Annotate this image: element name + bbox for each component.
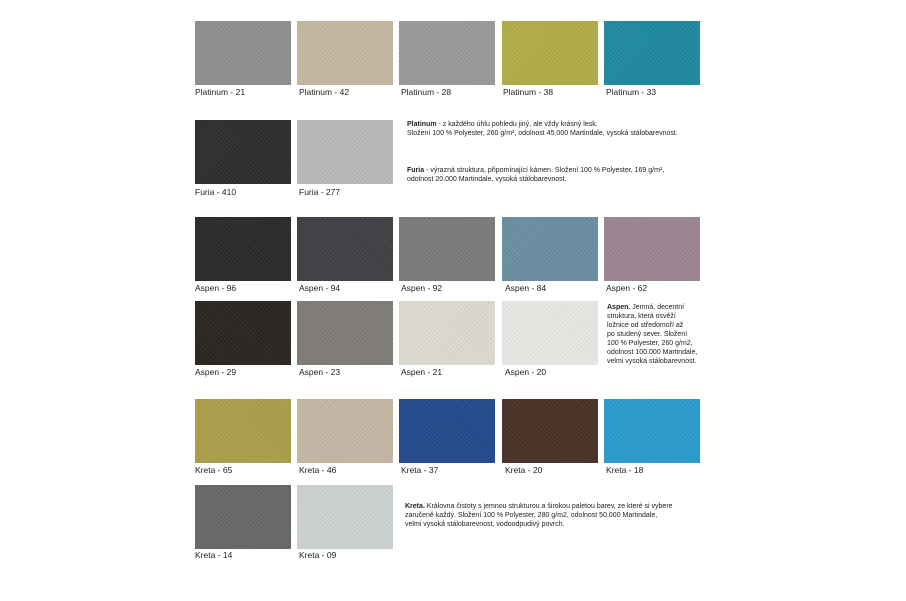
swatch-aspen-96 — [195, 217, 291, 281]
aspen-name: Aspen. — [607, 304, 631, 311]
swatch-aspen-62 — [604, 217, 700, 281]
swatch-label: Aspen - 23 — [299, 367, 341, 377]
aspen-text-line1: Jemná, decentní — [630, 304, 685, 311]
kreta-text-line3: velmi vysoká stálobarevnost, vodoodpudivý povrch. — [405, 521, 565, 528]
swatch-platinum-38 — [502, 21, 598, 85]
swatch-kreta-65 — [195, 399, 291, 463]
kreta-description — [405, 502, 725, 529]
furia-text: - výrazná struktura, připomínající kámen. Složení 100 % Polyester, 169 g/m², — [424, 167, 665, 174]
swatch-aspen-94 — [297, 217, 393, 281]
swatch-kreta-14 — [195, 485, 291, 549]
aspen-text-line5: 100 % Polyester, 260 g/m2, — [607, 340, 693, 347]
swatch-kreta-09 — [297, 485, 393, 549]
swatch-label: Platinum - 38 — [503, 87, 554, 97]
swatch-label: Aspen - 62 — [606, 283, 648, 293]
swatch-aspen-92 — [399, 217, 495, 281]
aspen-text-line6: odolnost 100.000 Martindale, — [607, 349, 698, 356]
swatch-label: Kreta - 18 — [606, 465, 644, 475]
swatch-label: Aspen - 94 — [299, 283, 341, 293]
furia-name: Furia — [407, 167, 425, 174]
aspen-text-line2: struktura, která osvěží — [607, 313, 676, 320]
platinum-text-line2: Složení 100 % Polyester, 260 g/m², odolnost 45.000 Martindale, vysoká stálobarevnost. — [407, 130, 678, 137]
kreta-text-line2: zaručeně každý. Složení 100 % Polyester, 280 g/m2, odolnost 50.000 Martindale, — [405, 512, 658, 519]
furia-text-line2: odolnost 20.000 Martindale, vysoká stálobarevnost. — [407, 176, 567, 183]
swatch-label: Kreta - 65 — [195, 465, 233, 475]
swatch-aspen-29 — [195, 301, 291, 365]
swatch-platinum-42 — [297, 21, 393, 85]
aspen-text-line3: ložnice od středomoří až — [607, 322, 684, 329]
aspen-text-line7: velmi vysoká stálobarevnost. — [607, 358, 697, 365]
swatch-platinum-28 — [399, 21, 495, 85]
swatch-label: Platinum - 42 — [299, 87, 350, 97]
swatch-furia-410 — [195, 120, 291, 184]
swatch-label: Aspen - 21 — [401, 367, 443, 377]
swatch-platinum-21 — [195, 21, 291, 85]
swatch-label: Furia - 410 — [195, 187, 237, 197]
swatch-label: Aspen - 96 — [195, 283, 237, 293]
swatch-aspen-84 — [502, 217, 598, 281]
swatch-label: Kreta - 46 — [299, 465, 337, 475]
swatch-label: Platinum - 21 — [195, 87, 246, 97]
swatch-aspen-23 — [297, 301, 393, 365]
swatch-label: Platinum - 28 — [401, 87, 452, 97]
platinum-description — [407, 120, 727, 138]
swatch-label: Kreta - 37 — [401, 465, 439, 475]
swatch-platinum-33 — [604, 21, 700, 85]
platinum-name: Platinum — [407, 121, 437, 128]
swatch-kreta-20 — [502, 399, 598, 463]
swatch-kreta-18 — [604, 399, 700, 463]
swatch-label: Kreta - 09 — [299, 550, 337, 560]
swatch-kreta-46 — [297, 399, 393, 463]
swatch-aspen-21 — [399, 301, 495, 365]
swatch-label: Platinum - 33 — [606, 87, 657, 97]
aspen-description — [607, 303, 722, 366]
kreta-text: Královna čistoty s jemnou strukturou a širokou paletou barev, ze které si vybere — [424, 503, 673, 510]
swatch-aspen-20 — [502, 301, 598, 365]
swatch-label: Aspen - 20 — [505, 367, 547, 377]
swatch-label: Kreta - 20 — [505, 465, 543, 475]
swatch-label: Kreta - 14 — [195, 550, 233, 560]
swatch-label: Aspen - 92 — [401, 283, 443, 293]
furia-description — [407, 166, 727, 184]
platinum-text: - z každého úhlu pohledu jiný, ale vždy krásný lesk. — [436, 121, 598, 128]
swatch-furia-277 — [297, 120, 393, 184]
kreta-name: Kreta. — [405, 503, 425, 510]
swatch-label: Aspen - 29 — [195, 367, 237, 377]
aspen-text-line4: po studený sever. Složení — [607, 331, 688, 338]
swatch-label: Aspen - 84 — [505, 283, 547, 293]
swatch-label: Furia - 277 — [299, 187, 341, 197]
swatch-kreta-37 — [399, 399, 495, 463]
